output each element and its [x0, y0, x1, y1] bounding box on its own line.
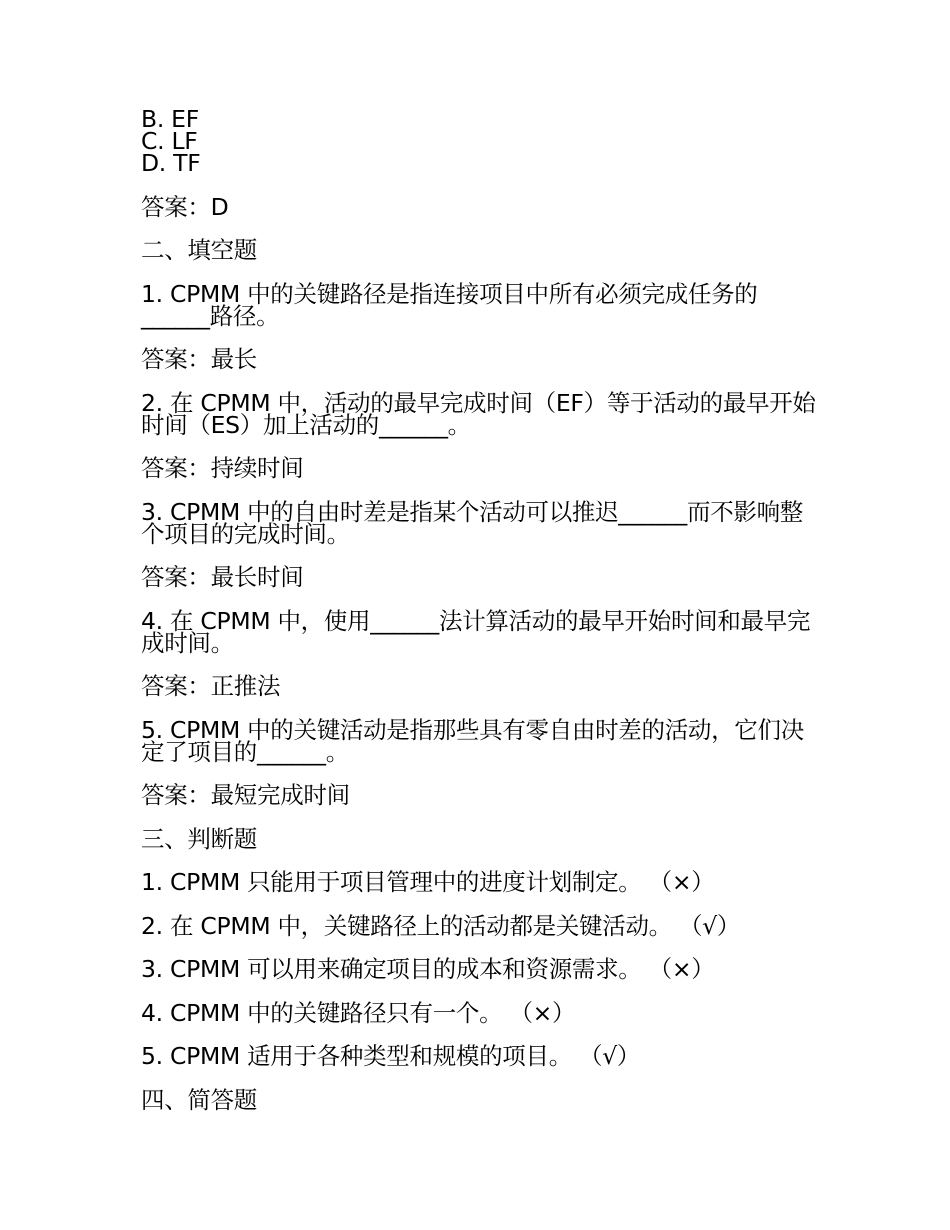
answer-previous: 答案：D [141, 192, 229, 221]
fill-question-5: 5. CPMM 中的关键活动是指那些具有零自由时差的活动，它们决定了项目的______。 [141, 715, 804, 766]
option-d: D. TF [141, 149, 201, 177]
fill-question-3: 3. CPMM 中的自由时差是指某个活动可以推迟______而不影响整个项目的完成时间。 [141, 497, 803, 548]
section-true-false-title: 三、判断题 [141, 824, 257, 853]
option-c: C. LF [141, 127, 198, 155]
tf-item-5: 5. CPMM 适用于各种类型和规模的项目。 （√） [141, 1042, 641, 1070]
fill-answer-1: 答案：最长 [141, 345, 257, 373]
fill-answer-5: 答案：最短完成时间 [141, 781, 350, 809]
fill-question-1: 1. CPMM 中的关键路径是指连接项目中所有必须完成任务的______路径。 [141, 279, 758, 330]
option-b: B. EF [141, 105, 199, 133]
fill-answer-3: 答案：最长时间 [141, 563, 304, 591]
choice-options [141, 105, 831, 177]
tf-item-2: 2. 在 CPMM 中，关键路径上的活动都是关键活动。 （√） [141, 911, 741, 940]
document-content [141, 105, 831, 1132]
fill-answer-2: 答案：持续时间 [141, 454, 304, 482]
tf-item-3: 3. CPMM 可以用来确定项目的成本和资源需求。 （×） [141, 955, 715, 983]
fill-question-2: 2. 在 CPMM 中，活动的最早完成时间（EF）等于活动的最早开始时间（ES）加上活动的______。 [141, 388, 816, 439]
section-fill-blank-title: 二、填空题 [141, 236, 257, 264]
fill-question-4: 4. 在 CPMM 中，使用______法计算活动的最早开始时间和最早完成时间。 [141, 606, 811, 657]
fill-answer-4: 答案：正推法 [141, 672, 281, 700]
tf-item-4: 4. CPMM 中的关键路径只有一个。 （×） [141, 998, 576, 1027]
section-short-answer-title: 四、简答题 [141, 1085, 257, 1114]
tf-item-1: 1. CPMM 只能用于项目管理中的进度计划制定。 （×） [141, 868, 715, 896]
